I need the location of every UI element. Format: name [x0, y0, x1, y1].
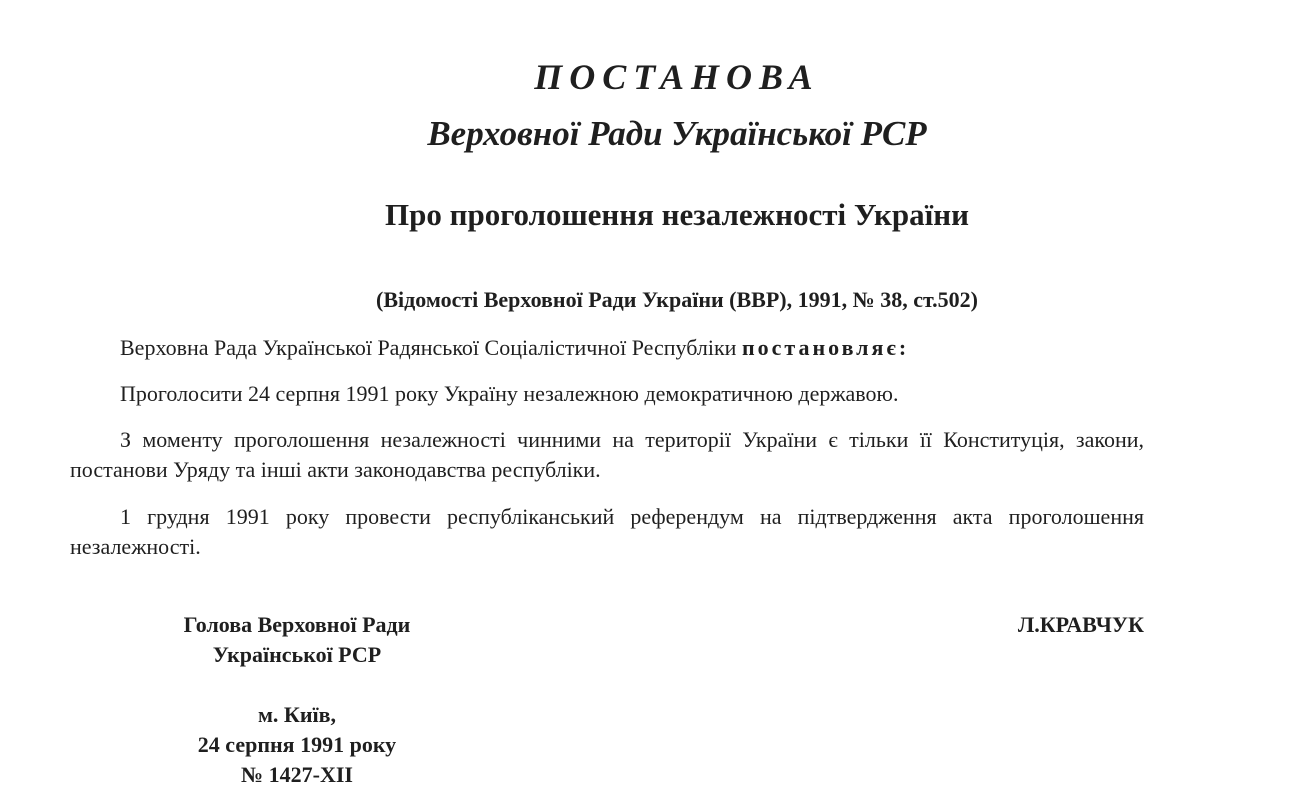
paragraph-referendum: 1 грудня 1991 року провести республіканський референдум на підтвердження акта проголошення незалежності. [70, 504, 1144, 559]
document-heading: Про проголошення незалежності України [384, 197, 969, 232]
signature-position-line1: Голова Верховної Ради [183, 612, 411, 637]
paragraph-resolves [70, 333, 1144, 363]
source-reference: (Відомості Верховної Ради України (ВВР), 1991, № 38, ст.502) [376, 287, 978, 312]
place-and-date [162, 700, 432, 790]
document-number: № 1427-XII [241, 762, 353, 787]
signature-name: Л.КРАВЧУК [1017, 612, 1144, 637]
paragraph-resolves-text: Верховна Рада Української Радянської Соціалістичної Республіки [120, 335, 742, 360]
paragraph-laws: З моменту проголошення незалежності чинними на території України є тільки її Конституція, закони, постанови Уряду та інші акти законодавства республіки. [70, 427, 1144, 482]
paragraph-proclaim: Проголосити 24 серпня 1991 року Україну незалежною демократичною державою. [120, 381, 899, 406]
place-city: м. Київ, [257, 702, 337, 727]
document-subtitle: Верховної Ради Української РСР [427, 114, 927, 153]
document-title: ПОСТАНОВА [534, 57, 820, 97]
signature-position-line2: Української РСР [212, 642, 382, 667]
signature-position [162, 610, 432, 670]
resolves-emphasis: постановляє: [741, 335, 910, 360]
place-date: 24 серпня 1991 року [197, 732, 397, 757]
